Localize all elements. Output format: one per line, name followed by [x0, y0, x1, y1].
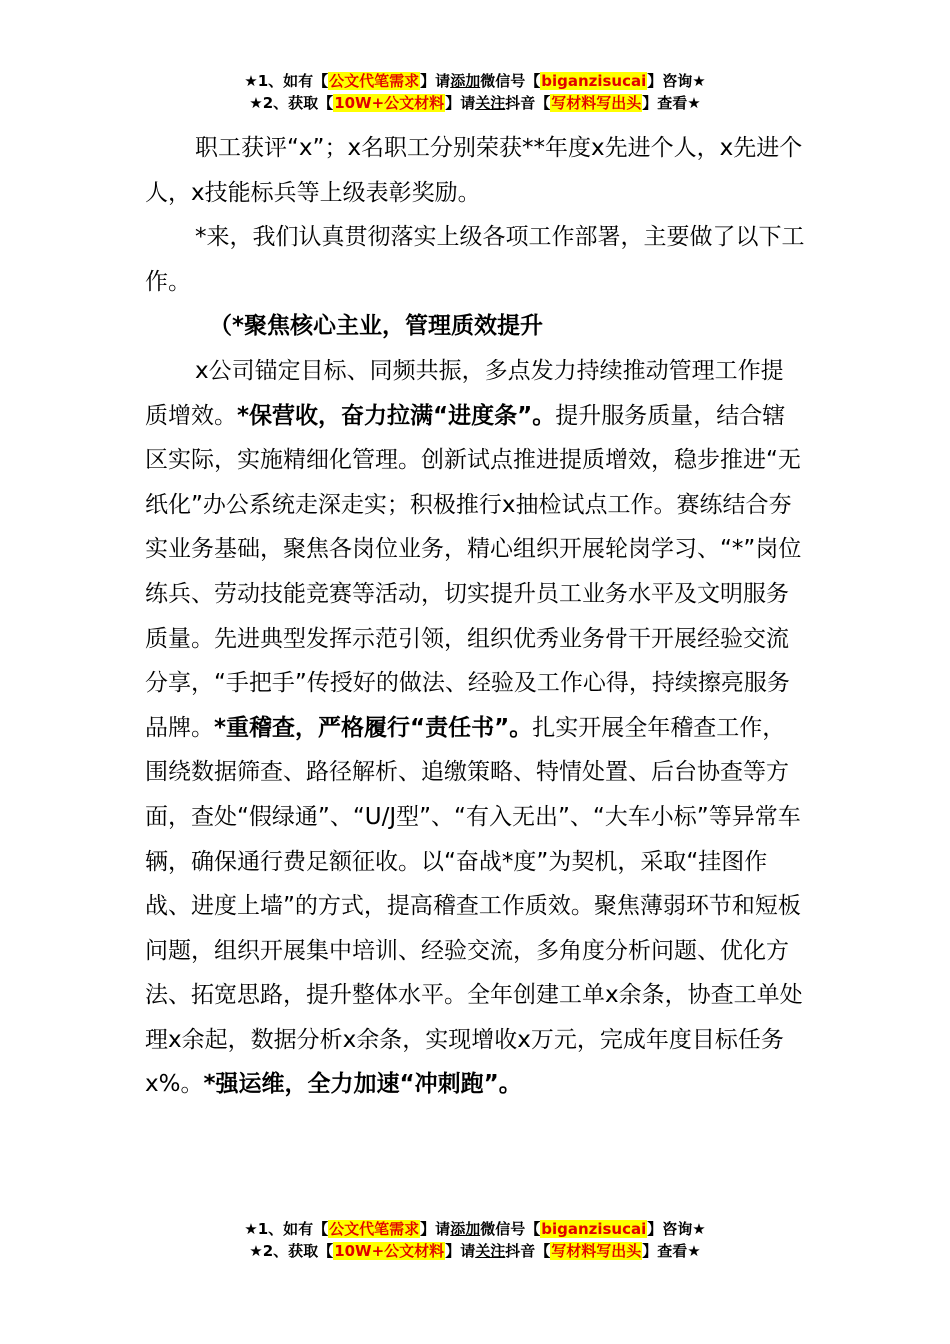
- banner-text: 】咨询★: [647, 72, 706, 90]
- banner-text: 】请: [445, 1242, 476, 1260]
- section-heading: （*聚焦核心主业，管理质效提升: [209, 313, 544, 340]
- banner-highlight: 10W+公文材料: [334, 1242, 445, 1260]
- bold-subheading: *重稽查，严格履行“责任书”。: [214, 714, 533, 741]
- banner-highlight: 写材料写出头: [551, 94, 642, 112]
- banner-highlight: 公文代笔需求: [329, 1220, 420, 1238]
- banner-underlined: 添加: [450, 1220, 481, 1238]
- bold-subheading: *保营收，奋力拉满“进度条”。: [237, 402, 556, 429]
- banner-highlight: 写材料写出头: [551, 1242, 642, 1260]
- banner-text: 微信号【: [480, 72, 541, 90]
- banner-text: 抖音【: [505, 1242, 551, 1260]
- banner-text: 】请: [445, 94, 476, 112]
- banner-highlight: 公文代笔需求: [329, 72, 420, 90]
- banner-text: ★2、获取【: [249, 94, 334, 112]
- banner-underlined: 关注: [475, 1242, 506, 1260]
- paragraph-text: 提升服务质量，结合辖区实际，实施精细化管理。创新试点推进提质增效，稳步推进“无纸化”办公系统走深走实；积极推行x抽检试点工作。赛练结合夯实业务基础，聚焦各岗位业务，精心组织开展轮岗学习、“*”岗位练兵、劳动技能竞赛等活动，切实提升员工业务水平及文明服务质量。先进典型发挥示范引领，组织优秀业务骨干开展经验交流分享，“手把手”传授好的做法、经验及工作心得，持续擦亮服务品牌。: [145, 402, 802, 741]
- banner-underlined: 关注: [475, 94, 506, 112]
- paragraph: [145, 349, 805, 1107]
- banner-text: 】查看★: [642, 1242, 701, 1260]
- banner-highlight: biganzisucai: [541, 72, 647, 90]
- banner-highlight: 10W+公文材料: [334, 94, 445, 112]
- banner-text: 抖音【: [505, 94, 551, 112]
- banner-line-2: [0, 92, 950, 114]
- document-body: [145, 126, 805, 1107]
- footer-banner: [0, 1218, 950, 1262]
- banner-text: 】咨询★: [647, 1220, 706, 1238]
- paragraph: *来，我们认真贯彻落实上级各项工作部署，主要做了以下工作。: [145, 224, 805, 295]
- banner-text: ★1、如有【: [244, 72, 329, 90]
- header-banner: [0, 70, 950, 114]
- banner-text: 】查看★: [642, 94, 701, 112]
- banner-text: 】请: [420, 72, 451, 90]
- banner-line-1: [0, 1218, 950, 1240]
- banner-text: ★1、如有【: [244, 1220, 329, 1238]
- banner-text: 微信号【: [480, 1220, 541, 1238]
- banner-line-1: [0, 70, 950, 92]
- bold-subheading: *强运维，全力加速“冲刺跑”。: [203, 1071, 522, 1098]
- paragraph-text: 扎实开展全年稽查工作，围绕数据筛查、路径解析、追缴策略、特情处置、后台协查等方面，查处“假绿通”、“U/J型”、“有入无出”、“大车小标”等异常车辆，确保通行费足额征收。以“奋战*度”为契机，采取“挂图作战、进度上墙”的方式，提高稽查工作质效。聚焦薄弱环节和短板问题，组织开展集中培训、经验交流，多角度分析问题、优化方法、拓宽思路，提升整体水平。全年创建工单x余条，协查工单处理x余起，数据分析x余条，实现增收x万元，完成年度目标任务x%。: [145, 714, 803, 1098]
- banner-text: ★2、获取【: [249, 1242, 334, 1260]
- banner-underlined: 添加: [450, 72, 481, 90]
- banner-text: 】请: [420, 1220, 451, 1238]
- paragraph: 职工获评“x”；x名职工分别荣获**年度x先进个人，x先进个人，x技能标兵等上级表彰奖励。: [145, 135, 803, 206]
- banner-highlight: biganzisucai: [541, 1220, 647, 1238]
- paragraph-text: x公司锚定目标、同频共振，多点发力持续推动管理工作提质增效。: [145, 357, 784, 429]
- banner-line-2: [0, 1240, 950, 1262]
